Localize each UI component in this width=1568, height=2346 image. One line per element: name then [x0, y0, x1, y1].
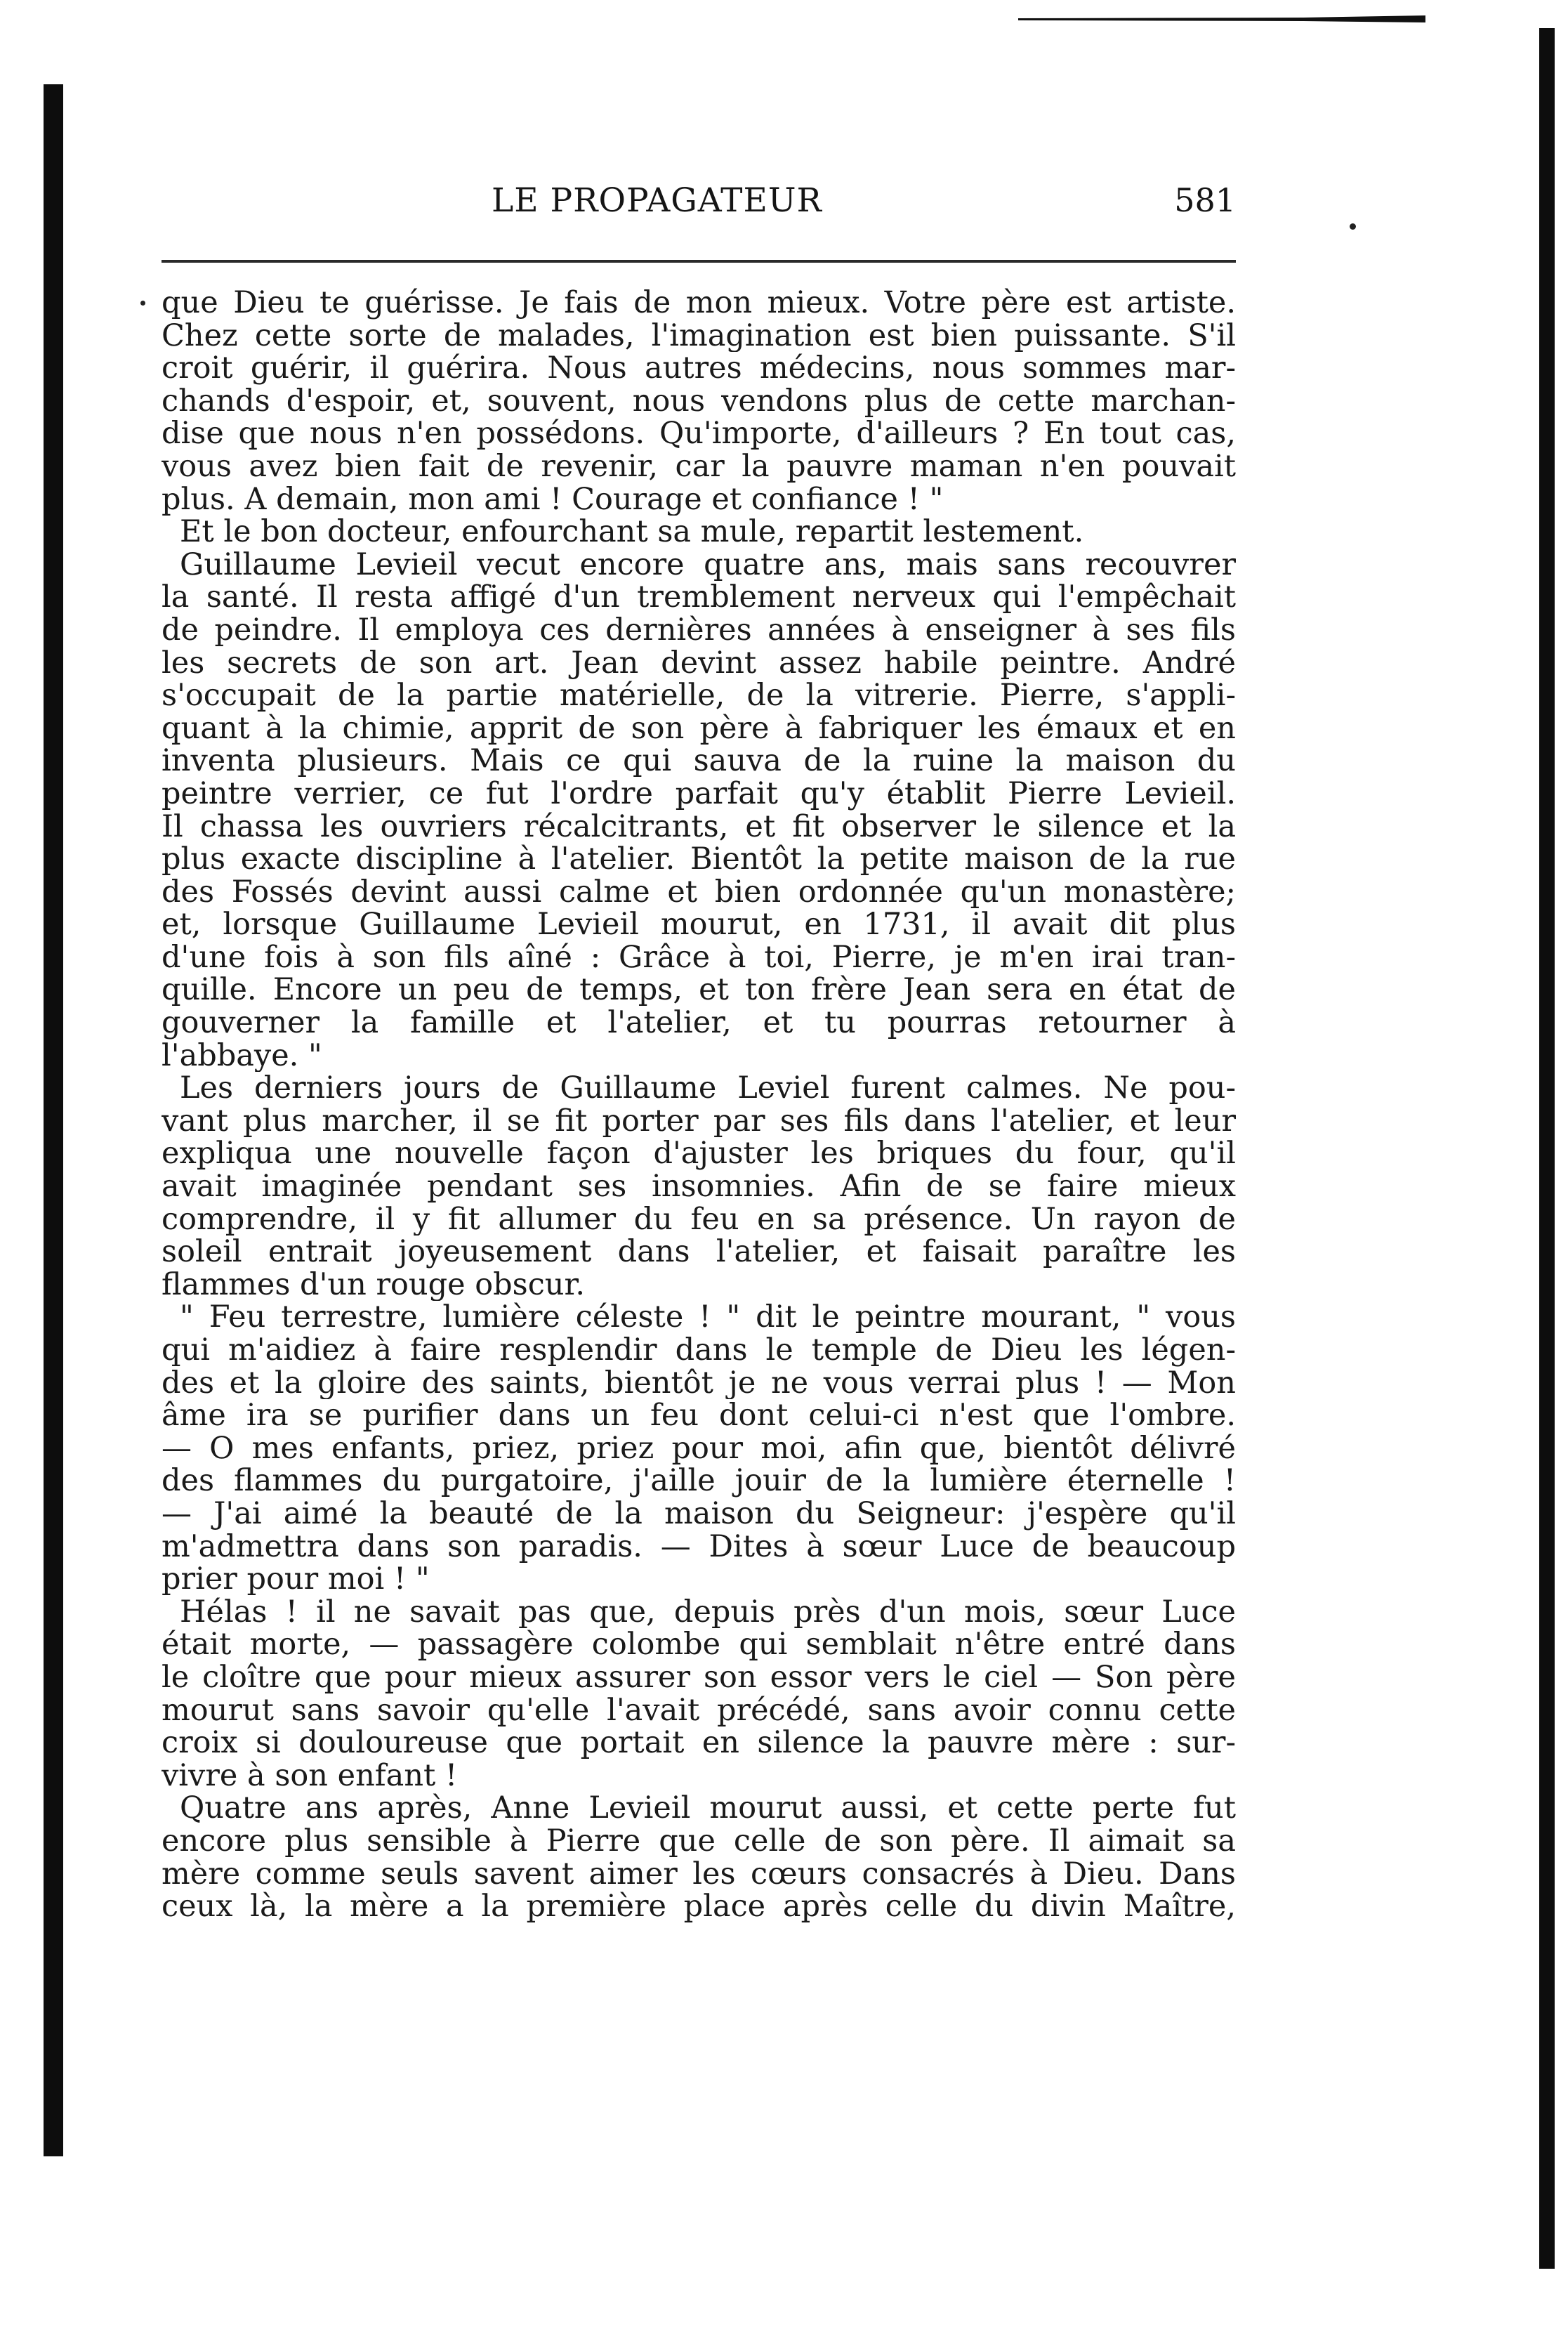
scan-artifact-top	[1018, 15, 1425, 22]
text-line: expliqua une nouvelle façon d'ajuster les briques du four, qu'il	[162, 1137, 1236, 1171]
text-line: mère comme seuls savent aimer les cœurs consacrés à Dieu. Dans	[162, 1857, 1236, 1891]
scan-border-left	[44, 84, 63, 2156]
text-line: " Feu terrestre, lumière céleste ! " dit le peintre mourant, " vous	[180, 1301, 1236, 1334]
text-line: dise que nous n'en possédons. Qu'importe, d'ailleurs ? En tout cas,	[162, 417, 1236, 450]
text-line: l'abbaye. "	[162, 1039, 322, 1073]
text-line: soleil entrait joyeusement dans l'atelier, et faisait paraître les	[162, 1236, 1236, 1269]
text-line: Hélas ! il ne savait pas que, depuis près d'un mois, sœur Luce	[180, 1595, 1236, 1629]
text-line: vivre à son enfant !	[162, 1759, 458, 1793]
text-line: chands d'espoir, et, souvent, nous vendons plus de cette marchan-	[162, 384, 1236, 418]
text-line: vant plus marcher, il se fit porter par ses fils dans l'atelier, et leur	[162, 1104, 1236, 1138]
text-line: Les derniers jours de Guillaume Leviel furent calmes. Ne pou-	[180, 1072, 1236, 1105]
text-line: la santé. Il resta affigé d'un tremblement nerveux qui l'empêchait	[162, 581, 1236, 614]
text-line: flammes d'un rouge obscur.	[162, 1268, 585, 1302]
text-line: Guillaume Levieil vecut encore quatre ans, mais sans recouvrer	[180, 548, 1236, 582]
text-line: plus. A demain, mon ami ! Courage et confiance ! "	[162, 483, 944, 516]
text-line: gouverner la famille et l'atelier, et tu pourras retourner à	[162, 1007, 1236, 1040]
text-line: mourut sans savoir qu'elle l'avait précédé, sans avoir connu cette	[162, 1693, 1236, 1727]
body-text	[162, 287, 1236, 1923]
text-line: quille. Encore un peu de temps, et ton frère Jean sera en état de	[162, 974, 1236, 1007]
text-line: m'admettra dans son paradis. — Dites à sœur Luce de beaucoup	[162, 1530, 1236, 1564]
text-line: Il chassa les ouvriers récalcitrants, et fit observer le silence et la	[162, 810, 1236, 844]
text-line: peintre verrier, ce fut l'ordre parfait qu'y établit Pierre Levieil.	[162, 777, 1236, 811]
text-line: qui m'aidiez à faire resplendir dans le temple de Dieu les légen-	[162, 1334, 1236, 1367]
text-line: croix si douloureuse que portait en silence la pauvre mère : sur-	[162, 1726, 1236, 1760]
text-line: s'occupait de la partie matérielle, de la vitrerie. Pierre, s'appli-	[162, 679, 1236, 712]
text-line: et, lorsque Guillaume Levieil mourut, en 1731, il avait dit plus	[162, 908, 1236, 941]
scan-speck	[140, 301, 145, 306]
text-line: avait imaginée pendant ses insomnies. Afin de se faire mieux	[162, 1170, 1236, 1203]
scan-border-right	[1539, 28, 1555, 2269]
text-line: que Dieu te guérisse. Je fais de mon mieux. Votre père est artiste.	[162, 287, 1236, 320]
text-line: croit guérir, il guérira. Nous autres médecins, nous sommes mar-	[162, 352, 1236, 385]
text-line: Chez cette sorte de malades, l'imagination est bien puissante. S'il	[162, 319, 1236, 353]
text-line: quant à la chimie, apprit de son père à fabriquer les émaux et en	[162, 712, 1236, 745]
text-line: Quatre ans après, Anne Levieil mourut aussi, et cette perte fut	[180, 1792, 1236, 1825]
text-line: était morte, — passagère colombe qui semblait n'être entré dans	[162, 1628, 1236, 1661]
text-line: les secrets de son art. Jean devint assez habile peintre. André	[162, 646, 1236, 680]
text-line: âme ira se purifier dans un feu dont celui-ci n'est que l'ombre.	[162, 1399, 1236, 1432]
text-line: des Fossés devint aussi calme et bien ordonnée qu'un monastère;	[162, 875, 1236, 909]
text-line: comprendre, il y fit allumer du feu en sa présence. Un rayon de	[162, 1203, 1236, 1236]
text-line: inventa plusieurs. Mais ce qui sauva de la ruine la maison du	[162, 745, 1236, 778]
running-head: LE PROPAGATEUR	[492, 181, 822, 220]
text-line: — J'ai aimé la beauté de la maison du Seigneur: j'espère qu'il	[162, 1497, 1236, 1531]
page-header	[162, 174, 1236, 230]
header-rule	[162, 260, 1236, 263]
text-line: — O mes enfants, priez, priez pour moi, afin que, bientôt délivré	[162, 1431, 1236, 1465]
scan-speck	[1350, 223, 1356, 230]
text-line: encore plus sensible à Pierre que celle de son père. Il aimait sa	[162, 1824, 1236, 1858]
text-line: des et la gloire des saints, bientôt je ne vous verrai plus ! — Mon	[162, 1366, 1236, 1400]
text-line: le cloître que pour mieux assurer son essor vers le ciel — Son père	[162, 1660, 1236, 1694]
text-line: Et le bon docteur, enfourchant sa mule, repartit lestement.	[180, 516, 1084, 549]
text-line: ceux là, la mère a la première place après celle du divin Maître,	[162, 1890, 1236, 1923]
text-line: plus exacte discipline à l'atelier. Bientôt la petite maison de la rue	[162, 843, 1236, 876]
text-line: des flammes du purgatoire, j'aille jouir de la lumière éternelle !	[162, 1464, 1236, 1498]
text-line: prier pour moi ! "	[162, 1563, 430, 1596]
text-line: d'une fois à son fils aîné : Grâce à toi, Pierre, je m'en irai tran-	[162, 941, 1236, 974]
text-line: de peindre. Il employa ces dernières années à enseigner à ses fils	[162, 613, 1236, 647]
text-line: vous avez bien fait de revenir, car la pauvre maman n'en pouvait	[162, 450, 1236, 483]
page-number: 581	[1174, 181, 1236, 219]
